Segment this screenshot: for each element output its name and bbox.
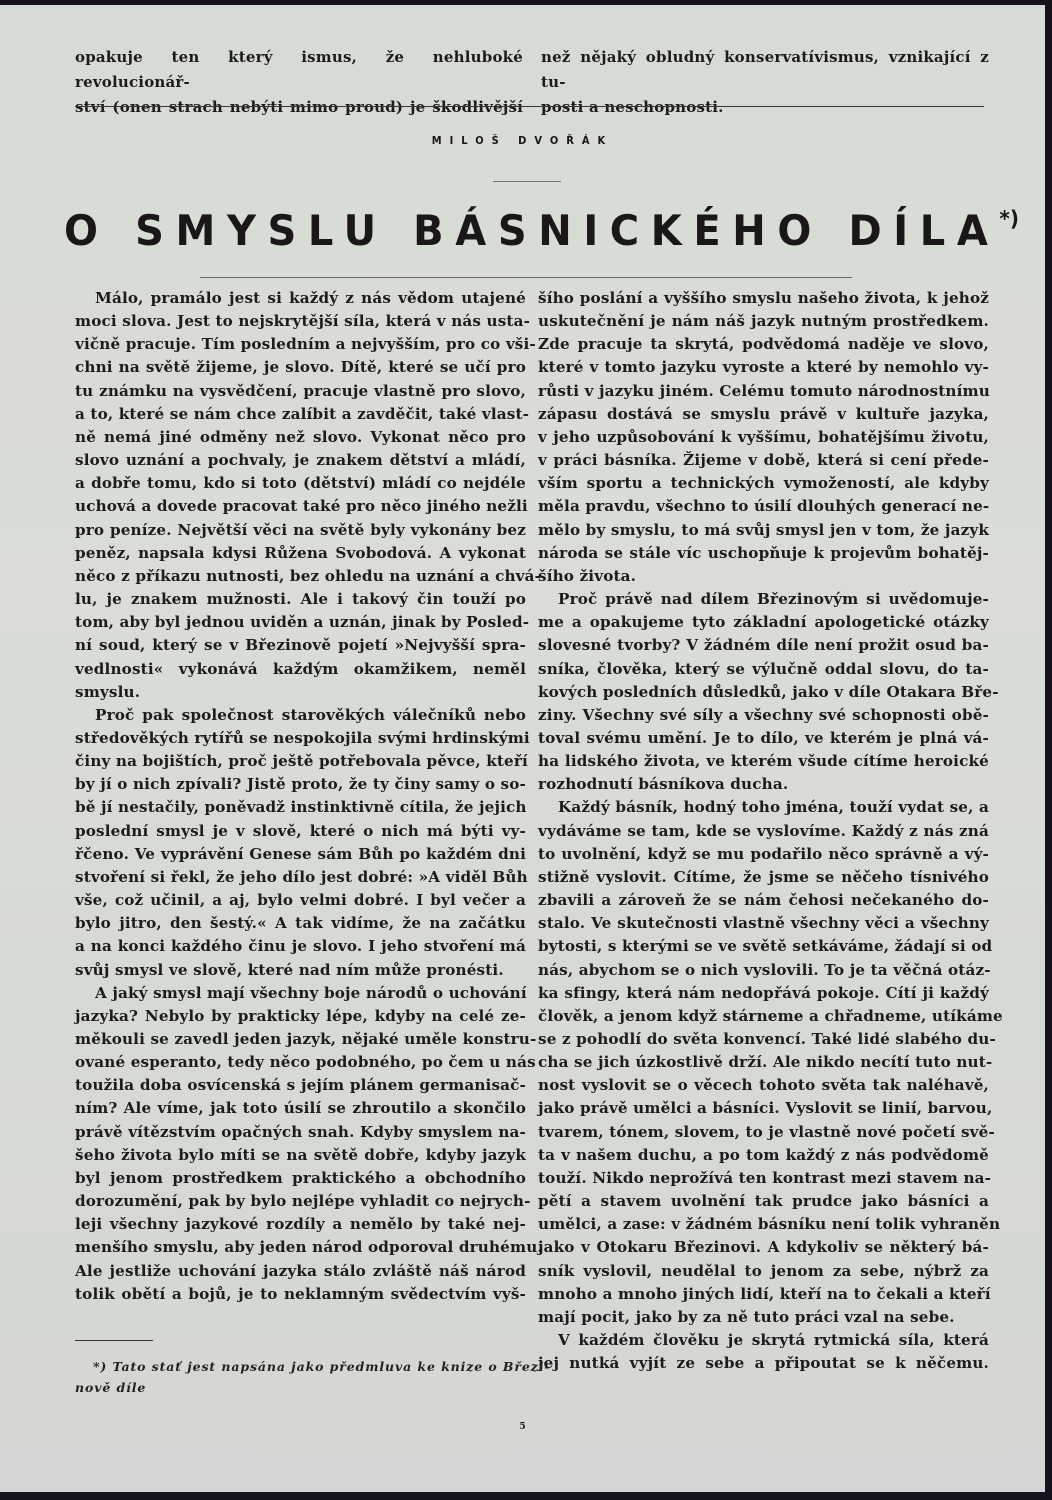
text-line: mnoho a mnoho jiných lidí, kteří na to čekali a kteří	[538, 1284, 991, 1303]
text-line: A jaký smysl mají všechny boje národů o uchování	[95, 983, 527, 1002]
text-line: stalo. Ve skutečnosti vlastně všechny věci a všechny	[538, 914, 989, 933]
text-line: Ale jestliže uchování jazyka stálo zvláště náš národ	[75, 1261, 526, 1280]
text-line: toužila doba osvícenská s jejím plánem germanisač-	[75, 1076, 526, 1095]
text-line: vedlnosti« vykonává každým okamžikem, neměl	[75, 659, 526, 678]
text-line: tolik obětí a bojů, je to neklamným svědectvím vyš-	[75, 1284, 526, 1303]
text-line: tu známku na vysvědčení, pracuje vlastně pro slovo,	[75, 381, 526, 400]
footnote-marker: *)	[999, 206, 1020, 232]
title-divider	[200, 277, 852, 278]
section-divider	[75, 106, 984, 107]
text-line: člověk, a jenom když stárneme a chřadneme, utíkáme	[538, 1006, 1003, 1025]
text-line: kových posledních důsledků, jako v díle Otakara Bře-	[538, 682, 999, 701]
text-line: opakuje ten který ismus, že nehluboké revolucionář-	[75, 48, 523, 91]
text-line: bytosti, s kterými se ve světě setkáváme, žádají si od	[538, 937, 993, 956]
text-line: ně nemá jiné odměny než slovo. Vykonat něco pro	[75, 427, 526, 446]
text-line: chni na světě žijeme, je slovo. Dítě, které se učí pro	[75, 358, 526, 377]
text-line: ha lidského života, ve kterém všude cítíme heroické	[538, 752, 989, 771]
text-line: jazyka? Nebylo by prakticky lépe, kdyby na celé ze-	[75, 1006, 526, 1025]
article-title-text: O SMYSLU BÁSNICKÉHO DÍLA	[64, 207, 1000, 256]
text-line: a dobře tomu, kdo si toto (dětství) mládí co nejdéle	[75, 474, 526, 493]
text-line: ované esperanto, tedy něco podobného, po čem u nás	[75, 1053, 536, 1072]
text-line: středověkých rytířů se nespokojila svými hrdinskými	[75, 728, 530, 747]
text-line: toval svému umění. Je to dílo, ve kterém je plná vá-	[538, 728, 989, 747]
text-line: rozhodnutí básníkova ducha.	[538, 775, 789, 794]
text-line: lu, je znakem mužnosti. Ale i takový čin touží po	[75, 590, 526, 609]
text-line: vše, což učinil, a aj, bylo velmi dobré. I byl večer a	[75, 891, 526, 910]
text-line: jako právě umělci a básníci. Vyslovit se linií, barvou,	[538, 1099, 993, 1118]
text-line: než nějaký obludný konservatívismus, vznikající z tu-	[541, 48, 989, 91]
footnote-divider	[75, 1340, 153, 1341]
text-line: ziny. Všechny své síly a všechny své schopnosti obě-	[538, 705, 989, 724]
text-line: jako v Otokaru Březinovi. A kdykoliv se některý bá-	[538, 1238, 989, 1257]
text-line: šeho života bylo míti se na světě dobře, kdyby jazyk	[75, 1145, 526, 1164]
left-column	[75, 287, 551, 1375]
text-line: nás, abychom se o nich vyslovili. To je ta věčná otáz-	[538, 960, 991, 979]
text-line: měkouli se zavedl jeden jazyk, nějaké uměle konstru-	[75, 1030, 537, 1048]
continuation-left-column	[75, 45, 523, 120]
magazine-page	[0, 5, 1045, 1492]
text-line: měla pravdu, všechno to úsilí dlouhých generací ne-	[538, 497, 990, 516]
text-line: Každý básník, hodný toho jména, touží vydat se, a	[558, 798, 989, 817]
text-line: národa se stále víc uschopňuje k projevům bohatěj-	[538, 543, 989, 562]
right-column	[538, 287, 1003, 1375]
text-line: sník vyslovil, neudělal to jenom za sebe, nýbrž za	[538, 1261, 989, 1280]
text-line: mají pocit, jako by za ně tuto práci vzal na sebe.	[538, 1307, 955, 1326]
continuation-right-column	[541, 45, 989, 120]
footnote	[75, 1356, 551, 1398]
text-line: ní soud, který se v Březinově pojetí »Nejvyšší spra-	[75, 636, 526, 655]
text-line: to uvolnění, když se mu podařilo něco správně a vý-	[538, 844, 989, 863]
text-line: vším sportu a technických vymožeností, ale kdyby	[538, 474, 989, 493]
text-line: činy na bojištích, proč ještě potřebovala pěvce, kteří	[75, 752, 528, 771]
text-line: a to, které se nám chce zalíbit a zavděčit, také vlast-	[75, 404, 530, 423]
text-line: V každém člověku je skrytá rytmická síla, která	[558, 1331, 989, 1350]
article-body	[75, 287, 1003, 1375]
text-line: vydáváme se tam, kde se vyslovíme. Každý z nás zná	[538, 821, 989, 840]
text-line: leji všechny jazykové rozdíly a nemělo by také nej-	[75, 1215, 526, 1234]
text-line: právě vítězstvím opačných snah. Kdyby smyslem na-	[75, 1122, 526, 1141]
text-line: stvoření si řekl, že jeho dílo jest dobré: »A viděl Bůh	[75, 867, 528, 886]
article-title	[64, 191, 1020, 258]
text-line: mělo by smyslu, to má svůj smysl jen v tom, že jazyk	[538, 520, 989, 539]
text-line: ka sfingy, která nám nedopřává pokoje. Cítí ji každý	[538, 983, 989, 1002]
text-line: stižně vyslovit. Cítíme, že jsme se něčeho tísnivého	[538, 867, 989, 886]
text-line: šího života.	[538, 566, 637, 585]
text-line: umělci, a zase: v žádném básníku není tolik vyhraněn	[538, 1215, 1001, 1234]
text-line: se z pohodlí do světa konvencí. Také lidé slabého du-	[538, 1030, 996, 1048]
text-line: zápasu dostává se smyslu právě v kultuře jazyka,	[538, 404, 989, 423]
text-line: které v tomto jazyku vyroste a které by nemohlo vy-	[538, 358, 989, 377]
article-author: MILOŠ DVOŘÁK	[431, 134, 614, 147]
text-line: touží. Nikdo neprožívá ten kontrast mezi stavem na-	[538, 1168, 992, 1187]
text-line: menšího smyslu, aby jeden národ odporoval druhému.	[75, 1238, 543, 1257]
text-line: ství (onen strach nebýti mimo proud) je škodlivější	[75, 98, 523, 116]
page-number: 5	[519, 1422, 526, 1432]
text-line: řčeno. Ve vyprávění Genese sám Bůh po každém dni	[75, 844, 526, 863]
text-line: Proč pak společnost starověkých válečníků nebo	[95, 705, 526, 724]
text-line: svůj smysl ve slově, které nad ním může pronésti.	[75, 960, 504, 979]
text-line: tvarem, tónem, slovem, to je vlastně nové početí svě-	[538, 1122, 995, 1141]
text-line: bylo jitro, den šestý.« A tak vidíme, že na začátku	[75, 914, 526, 933]
text-line: zbavili a zároveň že se nám čehosi nečekaného do-	[538, 891, 989, 910]
text-line: v práci básníka. Žijeme v době, která si cení přede-	[538, 451, 989, 470]
text-line: posti a neschopnosti.	[541, 98, 724, 116]
text-line: Zde pracuje ta skrytá, podvědomá naděje ve slovo,	[538, 335, 989, 354]
footnote-line: nově díle	[75, 1380, 147, 1395]
text-line: šího poslání a vyššího smyslu našeho života, k jehož	[538, 289, 989, 307]
author-divider	[493, 181, 561, 182]
text-line: uskutečnění je nám náš jazyk nutným prostředkem.	[538, 312, 989, 331]
text-line: tom, aby byl jednou uviděn a uznán, jinak by Posled-	[75, 613, 530, 632]
footnote-line: *) Tato stať jest napsána jako předmluva ke knize o Březi-	[93, 1359, 551, 1374]
text-line: ním? Ale víme, jak toto úsilí se zhroutilo a skončilo	[75, 1099, 526, 1118]
text-line: cha se jich úzkostlivě drží. Ale nikdo necítí tuto nut-	[538, 1053, 993, 1072]
text-line: peněz, napsala kdysi Růžena Svobodová. A vykonat	[75, 543, 526, 562]
text-line: me a opakujeme tyto základní apologetické otázky	[538, 613, 989, 632]
text-line: moci slova. Jest to nejskrytější síla, která v nás usta-	[75, 312, 531, 331]
text-line: jej nutká vyjít ze sebe a připoutat se k něčemu.	[538, 1354, 989, 1373]
text-line: nost vyslovit se o věcech tohoto světa tak naléhavě,	[538, 1076, 989, 1095]
text-line: v jeho uzpůsobování k vyššímu, bohatějšímu životu,	[538, 427, 989, 446]
text-line: poslední smysl je v slově, které o nich má býti vy-	[75, 821, 526, 840]
text-line: ta v našem duchu, a po tom každý z nás podvědomě	[538, 1145, 989, 1164]
text-line: a na konci každého činu je slovo. I jeho stvoření má	[75, 937, 526, 956]
text-line: Málo, pramálo jest si každý z nás vědom utajené	[95, 289, 526, 307]
text-line: Proč právě nad dílem Březinovým si uvědomuje-	[558, 590, 989, 609]
text-line: dorozumění, pak by bylo nejlépe vyhladit co nejrych-	[75, 1192, 531, 1211]
text-line: něco z příkazu nutnosti, bez ohledu na uznání a chvá-	[75, 566, 542, 585]
text-line: slovesné tvorby? V žádném díle není prožit osud ba-	[538, 636, 989, 655]
text-line: uchová a dovede pracovat také pro něco jiného nežli	[75, 497, 528, 516]
text-line: vičně pracuje. Tím posledním a nejvyšším, pro co vši-	[75, 335, 536, 354]
previous-article-continuation	[75, 45, 989, 120]
text-line: by jí o nich zpívali? Jistě proto, že ty činy samy o so-	[75, 775, 526, 794]
text-line: pro peníze. Největší věci na světě byly vykonány bez	[75, 520, 526, 539]
text-line: byl jenom prostředkem praktického a obchodního	[75, 1168, 526, 1187]
text-line: pětí a stavem uvolnění tak prudce jako básníci a	[538, 1192, 989, 1211]
text-line: slovo uznání a pochvaly, je znakem dětství a mládí,	[75, 451, 526, 470]
text-line: sníka, člověka, který se výlučně oddal slovu, do ta-	[538, 659, 989, 678]
text-line: bě jí nestačily, poněvadž instinktivně cítila, že jejich	[75, 798, 527, 817]
text-line: růsti v jazyku jiném. Celému tomuto národnostnímu	[538, 381, 990, 400]
text-line: smyslu.	[75, 682, 141, 701]
